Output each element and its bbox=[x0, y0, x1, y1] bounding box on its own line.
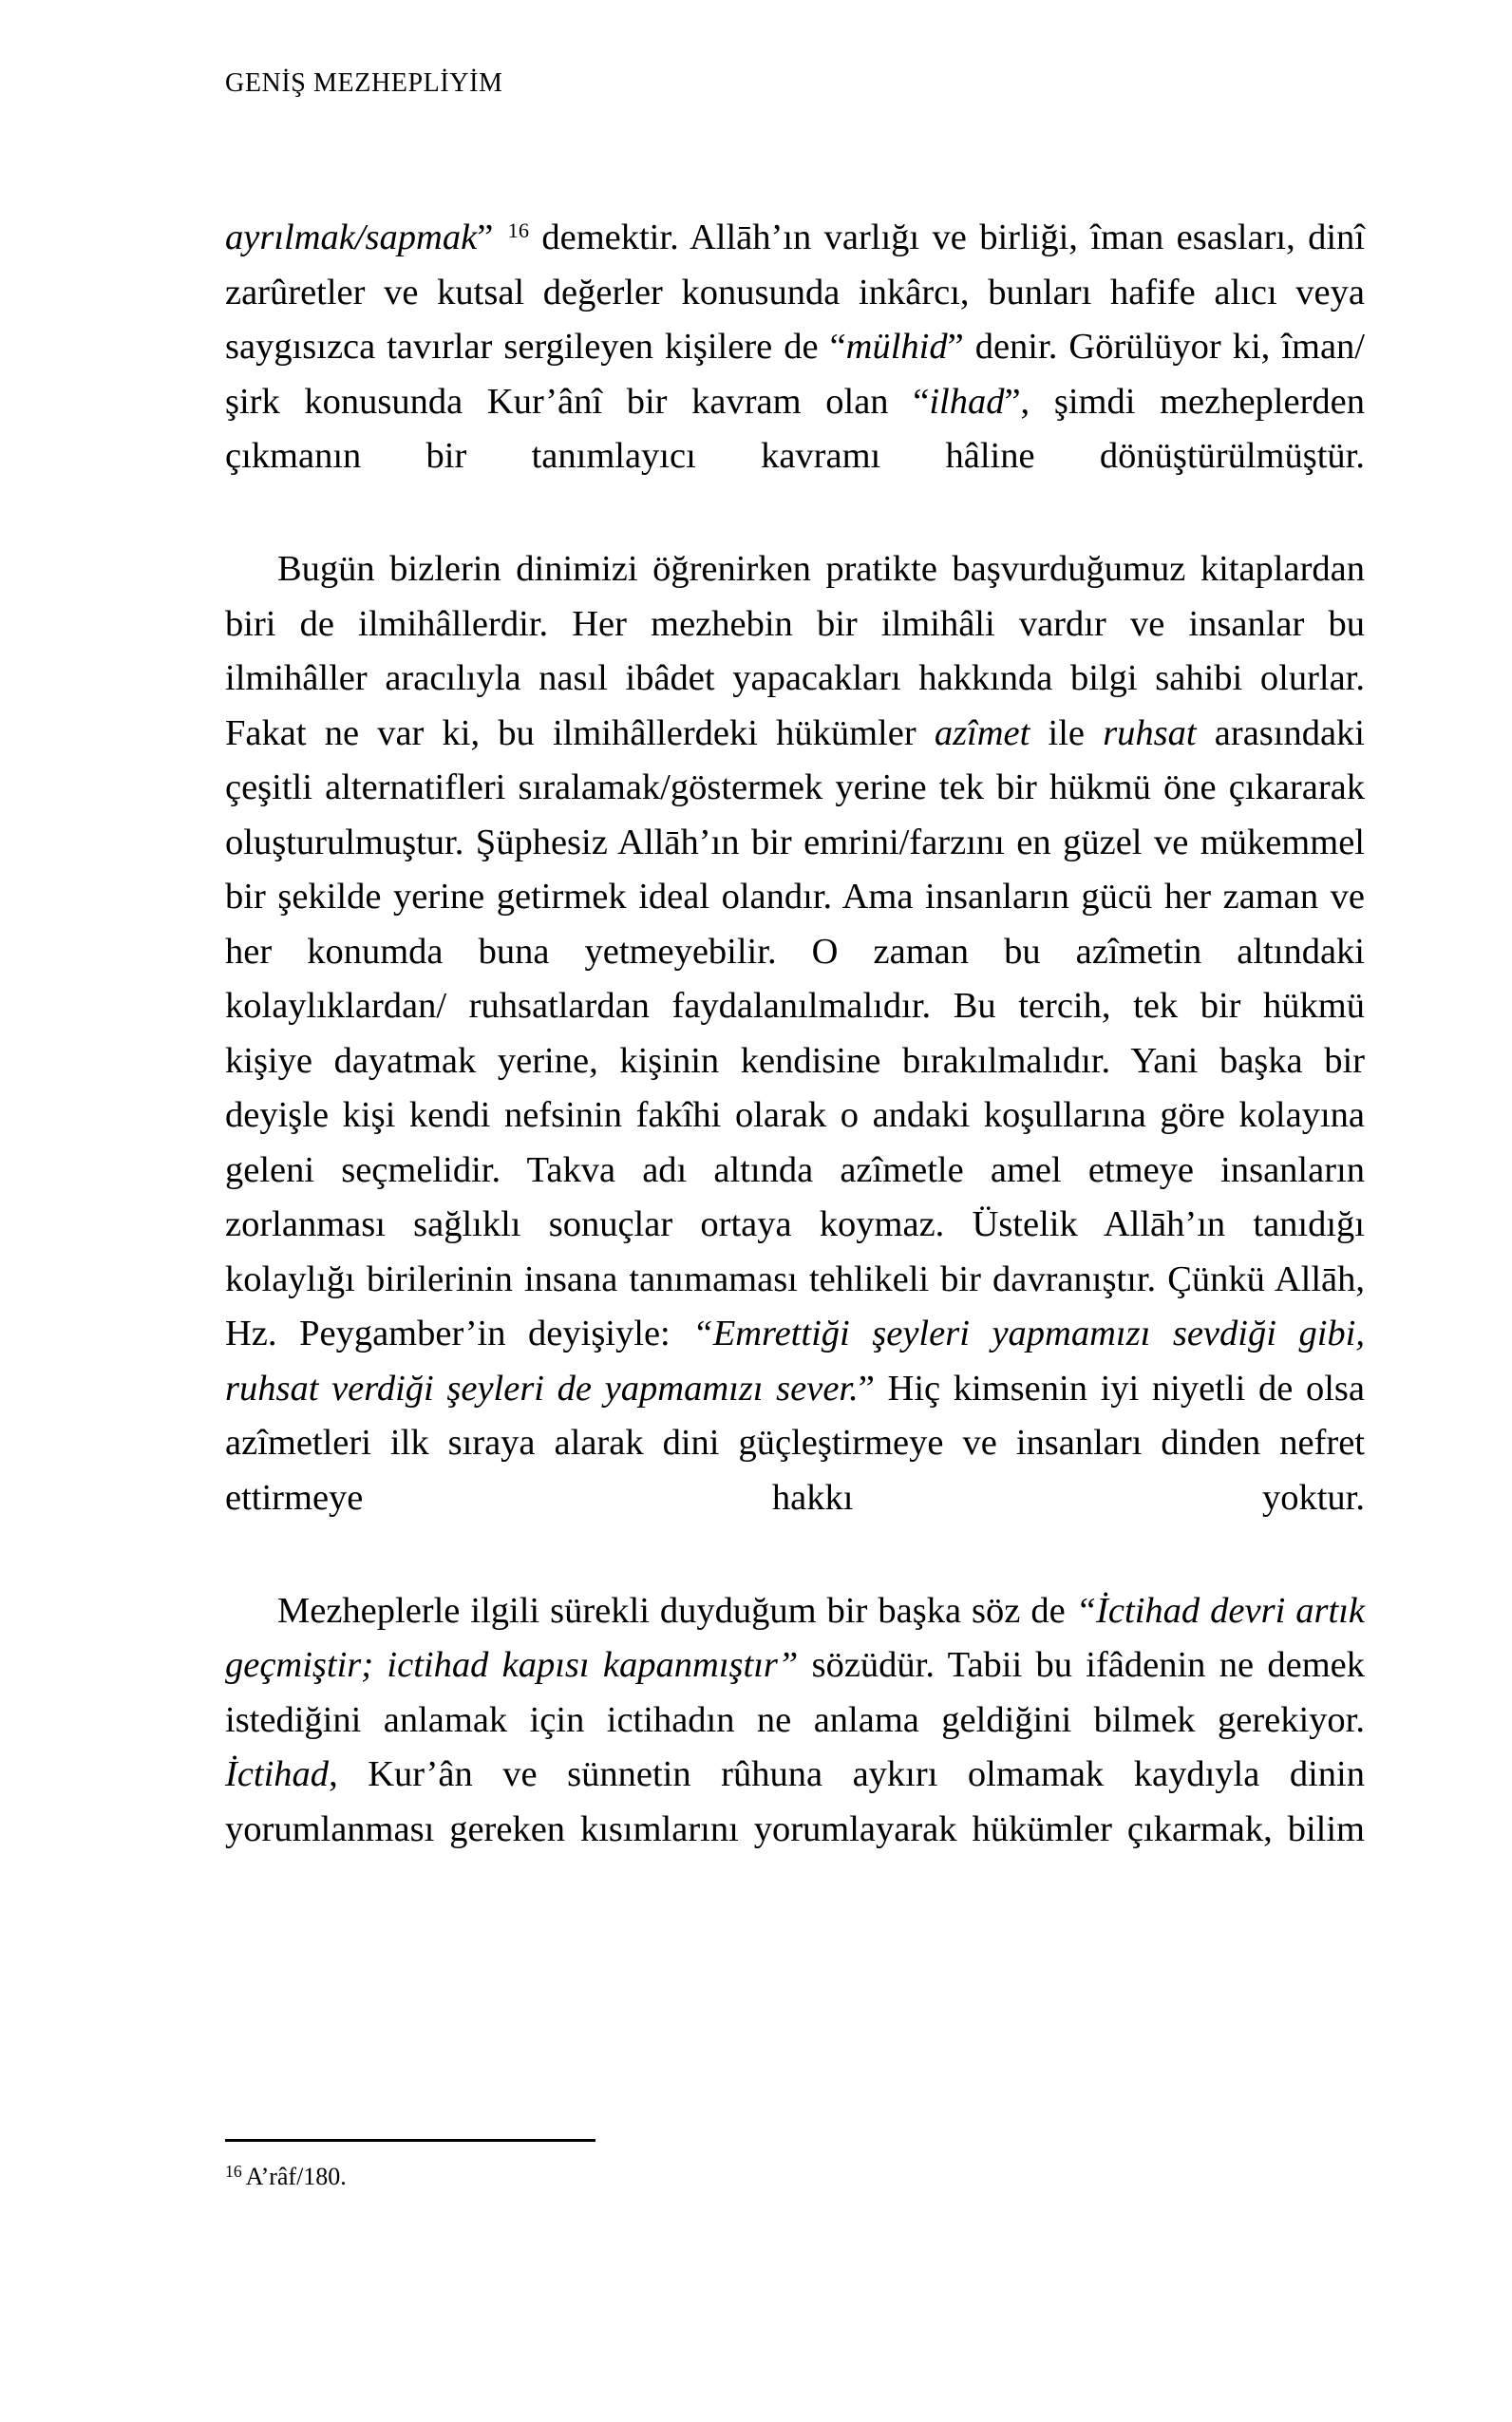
paragraph-2 bbox=[225, 542, 1365, 1580]
paragraph-3 bbox=[225, 1584, 1365, 1912]
text-run: Bugün bizlerin dinimizi öğrenirken pratikte başvurduğumuz kitaplardan biri de ilmihâllerdir. Her mezhebin bir ilmihâli vardır ve insanlar bu ilmihâller aracılıyla nasıl ibâdet yapacakları hakkında bilgi sahibi olurlar. Fakat ne var ki, bu ilmihâllerdeki hükümler bbox=[225, 549, 1365, 753]
running-header-title: GENİŞ MEZHEPLİYİM bbox=[225, 68, 503, 98]
footnote-reference[interactable]: 16 bbox=[507, 218, 529, 243]
italic-run: azîmet bbox=[934, 712, 1030, 753]
footnote-separator-rule bbox=[225, 2139, 595, 2142]
text-run: ” denir. Görülüyor ki, îman/şirk konusunda Kur’ânî bir kavram olan “ bbox=[225, 327, 1365, 422]
text-run: ” Hiç kimsenin iyi niyetli de olsa azîmetleri ilk sıraya alarak dini güçleştirmeye ve insanları dinden nefret ettirmeye hakkı yoktur. bbox=[225, 1368, 1365, 1518]
body-text-block bbox=[225, 211, 1365, 1912]
text-run: ”, şimdi mezheplerden çıkmanın bir tanımlayıcı kavramı hâline dönüştürülmüştür. bbox=[225, 381, 1365, 476]
italic-run: mülhid bbox=[845, 327, 948, 367]
footnote-entry bbox=[225, 2161, 1365, 2193]
text-run: arasındaki çeşitli alternatifleri sıralamak/göstermek yerine tek bir hükmü öne çıkararak oluşturulmuştur. Şüphesiz Allāh’ın bir emrini/farzını en güzel ve mükemmel bir şekilde yerine getirmek ideal olandır. Ama insanların gücü her zaman ve her konumda buna yetmeyebilir. O zaman bu azîmetin altındaki kolaylıklardan/ ruhsatlardan faydalanılmalıdır. Bu tercih, tek bir hükmü kişiye dayatmak yerine, kişinin kendisine bırakılmalıdır. Yani başka bir deyişle kişi kendi nefsinin fakîhi olarak o andaki koşullarına göre kolayına geleni seçmelidir. Takva adı altında azîmetle amel etmeye insanların zorlanması sağlıklı sonuçlar ortaya koymaz. Üstelik Allāh’ın tanıdığı kolaylığı birilerinin insana tanımaması tehlikeli bir davranıştır. Çünkü Allāh, Hz. Peygamber’in deyişiyle: bbox=[225, 712, 1365, 1353]
text-run: , Kur’ân ve sünnetin rûhuna aykırı olmamak kaydıyla dinin yorumlanması gereken kısımlarını yorumlayarak hükümler çıkarmak, bilim bbox=[225, 1754, 1365, 1849]
text-run: Mezheplerle ilgili sürekli duyduğum bir başka söz de bbox=[277, 1590, 1076, 1631]
italic-run: ruhsat bbox=[1103, 712, 1197, 753]
text-run: ile bbox=[1030, 712, 1104, 753]
text-run: ” bbox=[477, 218, 506, 257]
footnote-marker: 16 bbox=[225, 2162, 242, 2182]
text-run: sözüdür. Tabii bu ifâdenin ne demek istediğini anlamak için ictihadın ne anlama geldiğini bilmek gerekiyor. bbox=[225, 1645, 1366, 1740]
text-run: demektir. Allāh’ın varlığı ve birliği, îman esasları, dinî zarûretler ve kutsal değerler konusunda inkârcı, bunları hafife alıcı veya saygısızca tavırlar sergileyen kişilere de “ bbox=[225, 218, 1365, 367]
italic-run: “Emrettiği şeyleri yapmamızı sevdiği gibi, ruhsat verdiği şeyleri de yapmamızı sever. bbox=[225, 1314, 1365, 1409]
footnote-text: A’râf/180. bbox=[245, 2163, 347, 2190]
italic-run: ayrılmak/sapmak bbox=[225, 218, 478, 257]
italic-run: “İctihad devri artık geçmiştir; ictihad kapısı kapanmıştır” bbox=[225, 1590, 1365, 1685]
italic-run: İctihad bbox=[225, 1754, 330, 1794]
footnote-area bbox=[225, 2139, 1365, 2193]
italic-run: ilhad bbox=[929, 381, 1005, 422]
paragraph-1 bbox=[225, 211, 1365, 539]
